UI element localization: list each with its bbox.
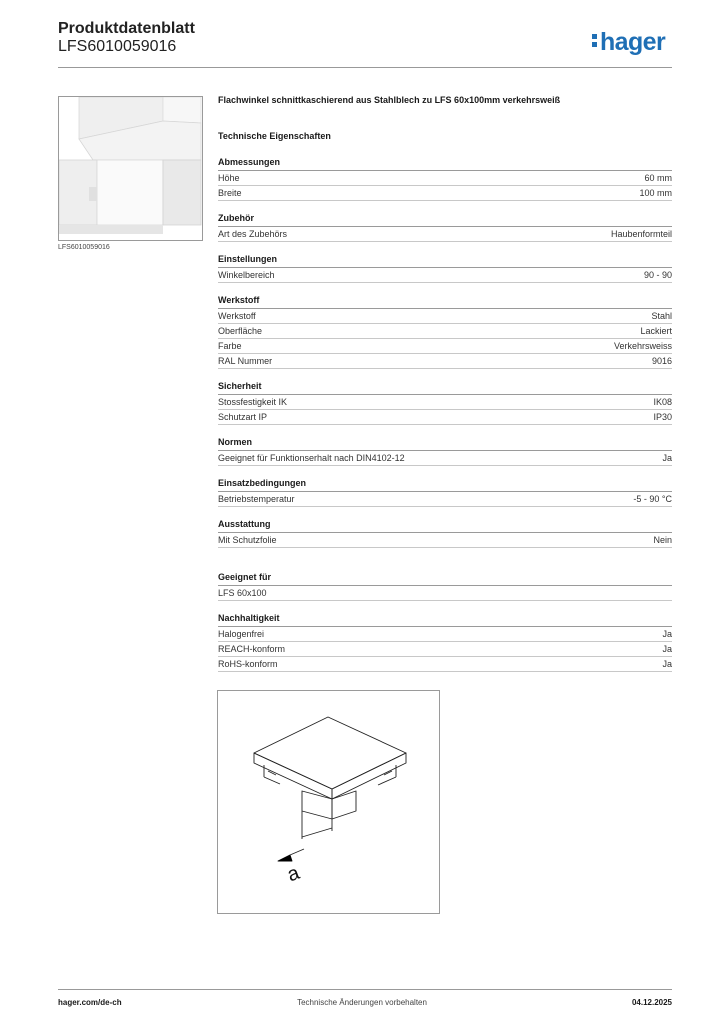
spec-label: Winkelbereich [218,270,275,280]
spec-row [218,627,672,642]
spec-row [218,533,672,548]
footer-disclaimer: Technische Änderungen vorbehalten [297,998,427,1007]
spec-value: Stahl [651,311,672,321]
logo-text: hager [600,28,666,56]
spec-label: Mit Schutzfolie [218,535,277,545]
section-title: Zubehör [218,213,672,227]
footer-date: 04.12.2025 [631,998,672,1007]
section-title: Einstellungen [218,254,672,268]
technical-drawing [217,690,440,914]
section-title: Ausstattung [218,519,672,533]
spec-label: Geeignet für Funktionserhalt nach DIN4102-12 [218,453,405,463]
spec-value: 90 - 90 [643,270,672,280]
spec-row [218,268,672,283]
dimension-arrow [278,855,292,861]
drawing-svg [218,691,439,913]
spec-value: Haubenformteil [610,229,672,239]
spec-row [218,451,672,466]
spec-label: REACH-konform [218,644,286,654]
page-title: Produktdatenblatt [58,20,195,37]
spec-value: Ja [662,453,672,463]
spec-section [218,519,672,548]
spec-label: Oberfläche [218,326,263,336]
section-title: Geeignet für [218,572,672,586]
top-face [254,717,406,789]
product-code: LFS6010059016 [58,38,177,55]
spec-label: Halogenfrei [218,629,265,639]
spec-label: Farbe [218,341,242,351]
footer-website-link[interactable]: hager.com/de-ch [58,998,122,1007]
spec-row [218,186,672,201]
spec-value: IP30 [653,412,672,422]
footer-divider [58,989,672,990]
section-title: Abmessungen [218,157,672,171]
spec-value: -5 - 90 °C [633,494,672,504]
front-left-face [254,753,332,799]
spec-row [218,354,672,369]
spec-section [218,437,672,466]
spec-row [218,339,672,354]
section-title: Sicherheit [218,381,672,395]
spec-content [218,95,672,706]
spec-row [218,642,672,657]
section-title: Nachhaltigkeit [218,613,672,627]
spec-row [218,227,672,242]
spec-label: RAL Nummer [218,356,273,366]
spec-value: Nein [653,535,672,545]
spec-section [218,254,672,283]
hager-logo [592,28,665,57]
spec-section [218,613,672,672]
spec-row [218,171,672,186]
spec-label: LFS 60x100 [218,588,267,598]
spec-section [218,381,672,425]
tech-heading: Technische Eigenschaften [218,131,331,141]
spec-sections [218,157,672,672]
product-name: Flachwinkel schnittkaschierend aus Stahlblech zu LFS 60x100mm verkehrsweiß [218,95,561,105]
spec-section [218,295,672,369]
section-title: Einsatzbedingungen [218,478,672,492]
spec-label: Höhe [218,173,240,183]
spec-value: Verkehrsweiss [613,341,672,351]
spec-label: Art des Zubehörs [218,229,288,239]
spec-section [218,572,672,601]
header-divider [58,67,672,68]
spec-label: Betriebstemperatur [218,494,295,504]
spec-section [218,213,672,242]
spec-row [218,395,672,410]
spec-value: Lackiert [640,326,672,336]
spec-value: 9016 [651,356,672,366]
spec-value: Ja [662,644,672,654]
spec-value: Ja [662,629,672,639]
spec-row [218,309,672,324]
spec-section [218,478,672,507]
spec-value: IK08 [653,397,672,407]
spec-value: Ja [662,659,672,669]
spec-label: RoHS-konform [218,659,278,669]
spec-section [218,157,672,201]
spec-label: Schutzart IP [218,412,268,422]
spec-row [218,410,672,425]
image-caption: LFS6010059016 [58,244,110,251]
section-title: Werkstoff [218,295,672,309]
dimension-label: a [284,861,303,887]
product-image [58,96,203,241]
spec-label: Breite [218,188,242,198]
spec-row [218,657,672,672]
spec-row [218,324,672,339]
front-right-face [332,753,406,799]
tab-right [332,791,356,819]
tab-left [302,791,332,819]
section-title: Normen [218,437,672,451]
spec-value: 60 mm [644,173,672,183]
spec-row [218,586,672,601]
product-photo [59,97,202,240]
spec-label: Werkstoff [218,311,256,321]
spec-row [218,492,672,507]
spec-label: Stossfestigkeit IK [218,397,288,407]
spec-value: 100 mm [639,188,672,198]
